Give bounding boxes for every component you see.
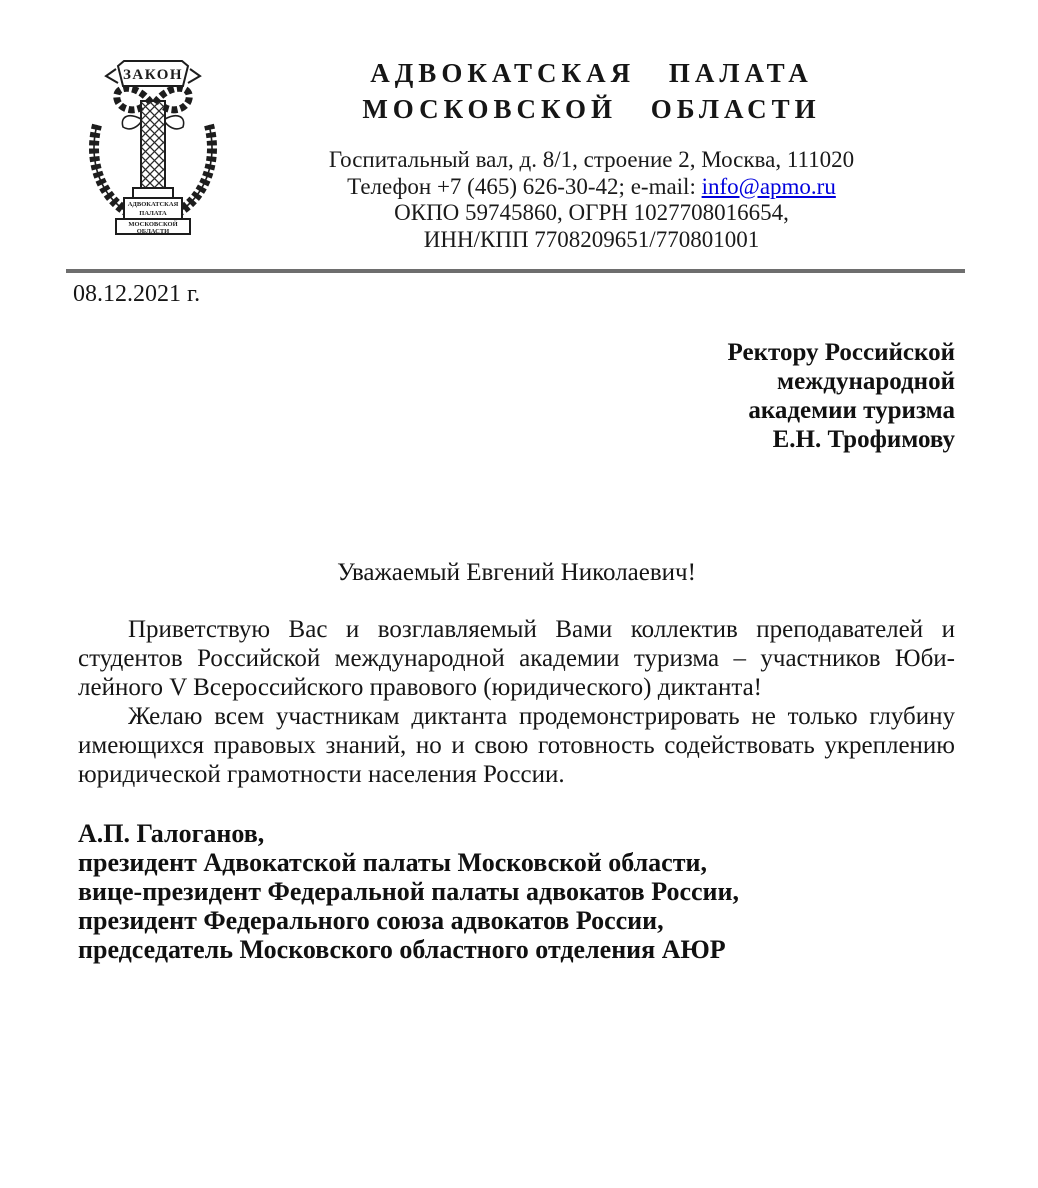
org-address: Госпитальный вал, д. 8/1, строение 2, Москва, 111020 (328, 147, 855, 172)
body-line: студентов Российской международной академии туризма – участников Юби- (78, 645, 955, 672)
org-contacts (228, 147, 955, 253)
body-line: имеющихся правовых знаний, но и свою готовность содействовать укреплению (78, 732, 955, 759)
org-name-line2: МОСКОВСКОЙ ОБЛАСТИ (362, 94, 821, 124)
letter-date: 08.12.2021 г. (73, 281, 201, 307)
signature-block (78, 819, 955, 964)
org-name-line1: АДВОКАТСКАЯ ПАЛАТА (370, 58, 813, 88)
signature-title: президент Адвокатской палаты Московской области, (78, 848, 707, 877)
body-line: Желаю всем участникам диктанта продемонстрировать не только глубину (128, 703, 955, 730)
letterhead-text (228, 55, 955, 253)
column-icon (141, 101, 165, 191)
body-line: лейного V Всероссийского правового (юридического) диктанта! (78, 674, 763, 701)
recipient-line: Ректору Российской (727, 339, 955, 366)
org-okpo-ogrn: ОКПО 59745860, ОГРН 1027708016654, (394, 200, 789, 225)
pedestal-line: ОБЛАСТИ (136, 228, 170, 235)
org-name (228, 55, 955, 127)
letterhead-divider (66, 269, 965, 273)
letter-body (78, 615, 955, 789)
org-inn-kpp: ИНН/КПП 7708209651/770801001 (423, 226, 760, 252)
pedestal-line: МОСКОВСКОЙ (128, 221, 178, 228)
email-link[interactable]: info@apmo.ru (701, 173, 836, 199)
recipient-line: академии туризма (748, 397, 955, 424)
letterhead (78, 55, 955, 253)
org-phone-email-line (228, 174, 955, 201)
pedestal-line: ПАЛАТА (139, 210, 167, 217)
recipient-block (78, 338, 955, 454)
pedestal-icon (116, 188, 190, 235)
org-phone: Телефон +7 (465) 626-30-42; e-mail: (347, 173, 702, 199)
signature-title: председатель Московского областного отделения АЮР (78, 935, 726, 964)
signature-title: президент Федерального союза адвокатов России, (78, 906, 664, 935)
org-emblem (78, 57, 228, 247)
signature-name: А.П. Галоганов, (78, 819, 265, 848)
recipient-line: международной (777, 368, 955, 395)
signature-title: вице-президент Федеральной палаты адвокатов России, (78, 877, 739, 906)
org-emblem-icon (78, 57, 228, 242)
body-line: юридической грамотности населения России. (78, 761, 565, 788)
recipient-line: Е.Н. Трофимову (772, 426, 955, 453)
law-banner-icon (106, 61, 200, 86)
salutation: Уважаемый Евгений Николаевич! (337, 559, 696, 586)
banner-label: ЗАКОН (122, 67, 184, 83)
body-line: Приветствую Вас и возглавляемый Вами коллектив преподавателей и (128, 616, 955, 643)
pedestal-line: АДВОКАТСКАЯ (127, 201, 179, 208)
